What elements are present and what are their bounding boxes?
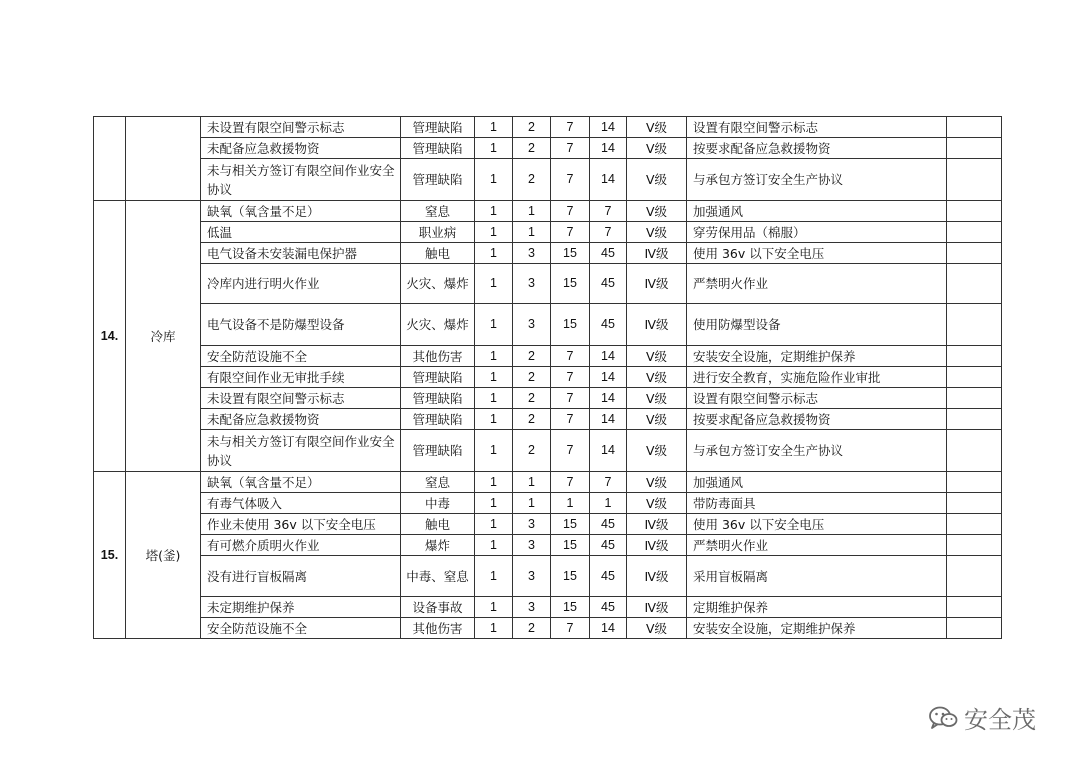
consequence-cell: 触电 — [401, 514, 475, 535]
hazard-cell: 电气设备不是防爆型设备 — [201, 304, 401, 346]
e-value-cell: 1 — [513, 201, 551, 222]
d-value-cell: 14 — [590, 117, 627, 138]
c-value-cell: 15 — [551, 264, 590, 304]
table-row — [94, 472, 1002, 493]
remark-cell — [947, 535, 1002, 556]
remark-cell — [947, 117, 1002, 138]
d-value-cell: 14 — [590, 430, 627, 472]
c-value-cell: 7 — [551, 367, 590, 388]
consequence-cell: 设备事故 — [401, 597, 475, 618]
risk-level-cell: Ⅳ级 — [627, 597, 687, 618]
consequence-cell: 管理缺陷 — [401, 367, 475, 388]
watermark — [928, 700, 1036, 735]
remark-cell — [947, 597, 1002, 618]
e-value-cell: 2 — [513, 388, 551, 409]
hazard-cell: 未与相关方签订有限空间作业安全协议 — [201, 159, 401, 201]
e-value-cell: 2 — [513, 117, 551, 138]
d-value-cell: 45 — [590, 535, 627, 556]
hazard-cell: 未配备应急救援物资 — [201, 409, 401, 430]
control-measure-cell: 与承包方签订安全生产协议 — [687, 159, 947, 201]
sequence-number-cell — [94, 117, 126, 201]
table-row — [94, 597, 1002, 618]
c-value-cell: 15 — [551, 535, 590, 556]
table-row — [94, 367, 1002, 388]
l-value-cell: 1 — [475, 138, 513, 159]
remark-cell — [947, 430, 1002, 472]
remark-cell — [947, 514, 1002, 535]
l-value-cell: 1 — [475, 618, 513, 639]
remark-cell — [947, 409, 1002, 430]
risk-level-cell: Ⅳ级 — [627, 243, 687, 264]
d-value-cell: 45 — [590, 243, 627, 264]
hazard-cell: 没有进行盲板隔离 — [201, 556, 401, 597]
control-measure-cell: 按要求配备应急救援物资 — [687, 409, 947, 430]
d-value-cell: 14 — [590, 618, 627, 639]
d-value-cell: 45 — [590, 556, 627, 597]
l-value-cell: 1 — [475, 388, 513, 409]
control-measure-cell: 与承包方签订安全生产协议 — [687, 430, 947, 472]
c-value-cell: 15 — [551, 243, 590, 264]
consequence-cell: 管理缺陷 — [401, 430, 475, 472]
d-value-cell: 14 — [590, 367, 627, 388]
c-value-cell: 7 — [551, 430, 590, 472]
hazard-cell: 安全防范设施不全 — [201, 346, 401, 367]
c-value-cell: 15 — [551, 556, 590, 597]
control-measure-cell: 带防毒面具 — [687, 493, 947, 514]
e-value-cell: 2 — [513, 346, 551, 367]
hazard-cell: 作业未使用 36v 以下安全电压 — [201, 514, 401, 535]
risk-level-cell: Ⅳ级 — [627, 304, 687, 346]
area-cell: 冷库 — [126, 201, 201, 472]
e-value-cell: 2 — [513, 618, 551, 639]
d-value-cell: 45 — [590, 514, 627, 535]
consequence-cell: 管理缺陷 — [401, 117, 475, 138]
remark-cell — [947, 304, 1002, 346]
consequence-cell: 管理缺陷 — [401, 409, 475, 430]
table-row — [94, 243, 1002, 264]
consequence-cell: 窒息 — [401, 472, 475, 493]
watermark-text: 安全茂 — [964, 706, 1036, 734]
consequence-cell: 中毒 — [401, 493, 475, 514]
e-value-cell: 2 — [513, 409, 551, 430]
d-value-cell: 7 — [590, 201, 627, 222]
c-value-cell: 7 — [551, 409, 590, 430]
remark-cell — [947, 138, 1002, 159]
remark-cell — [947, 243, 1002, 264]
control-measure-cell: 安装安全设施，定期维护保养 — [687, 346, 947, 367]
risk-level-cell: Ⅳ级 — [627, 514, 687, 535]
hazard-cell: 缺氧（氧含量不足） — [201, 201, 401, 222]
control-measure-cell: 进行安全教育，实施危险作业审批 — [687, 367, 947, 388]
risk-level-cell: Ⅴ级 — [627, 493, 687, 514]
table-row — [94, 222, 1002, 243]
consequence-cell: 触电 — [401, 243, 475, 264]
e-value-cell: 3 — [513, 535, 551, 556]
remark-cell — [947, 367, 1002, 388]
risk-level-cell: Ⅴ级 — [627, 618, 687, 639]
remark-cell — [947, 493, 1002, 514]
risk-level-cell: Ⅴ级 — [627, 409, 687, 430]
consequence-cell: 其他伤害 — [401, 346, 475, 367]
d-value-cell: 45 — [590, 304, 627, 346]
hazard-cell: 低温 — [201, 222, 401, 243]
hazard-cell: 安全防范设施不全 — [201, 618, 401, 639]
consequence-cell: 管理缺陷 — [401, 159, 475, 201]
consequence-cell: 中毒、窒息 — [401, 556, 475, 597]
table-row — [94, 201, 1002, 222]
table-row — [94, 388, 1002, 409]
sequence-number-cell: 14. — [94, 201, 126, 472]
hazard-cell: 未设置有限空间警示标志 — [201, 117, 401, 138]
hazard-cell: 未定期维护保养 — [201, 597, 401, 618]
control-measure-cell: 安装安全设施，定期维护保养 — [687, 618, 947, 639]
c-value-cell: 15 — [551, 597, 590, 618]
risk-level-cell: Ⅳ级 — [627, 556, 687, 597]
table-row — [94, 138, 1002, 159]
e-value-cell: 1 — [513, 222, 551, 243]
l-value-cell: 1 — [475, 367, 513, 388]
remark-cell — [947, 618, 1002, 639]
d-value-cell: 14 — [590, 138, 627, 159]
e-value-cell: 3 — [513, 597, 551, 618]
hazard-cell: 未配备应急救援物资 — [201, 138, 401, 159]
control-measure-cell: 使用防爆型设备 — [687, 304, 947, 346]
hazard-cell: 有限空间作业无审批手续 — [201, 367, 401, 388]
consequence-cell: 窒息 — [401, 201, 475, 222]
c-value-cell: 7 — [551, 159, 590, 201]
control-measure-cell: 严禁明火作业 — [687, 535, 947, 556]
l-value-cell: 1 — [475, 514, 513, 535]
l-value-cell: 1 — [475, 430, 513, 472]
risk-level-cell: Ⅳ级 — [627, 264, 687, 304]
c-value-cell: 15 — [551, 304, 590, 346]
c-value-cell: 7 — [551, 201, 590, 222]
d-value-cell: 45 — [590, 597, 627, 618]
table-row — [94, 409, 1002, 430]
remark-cell — [947, 556, 1002, 597]
table-row — [94, 117, 1002, 138]
risk-level-cell: Ⅴ级 — [627, 201, 687, 222]
l-value-cell: 1 — [475, 535, 513, 556]
d-value-cell: 7 — [590, 222, 627, 243]
control-measure-cell: 使用 36v 以下安全电压 — [687, 243, 947, 264]
consequence-cell: 火灾、爆炸 — [401, 264, 475, 304]
e-value-cell: 1 — [513, 472, 551, 493]
table-row — [94, 493, 1002, 514]
l-value-cell: 1 — [475, 222, 513, 243]
l-value-cell: 1 — [475, 493, 513, 514]
remark-cell — [947, 201, 1002, 222]
table-row — [94, 159, 1002, 201]
control-measure-cell: 设置有限空间警示标志 — [687, 117, 947, 138]
control-measure-cell: 采用盲板隔离 — [687, 556, 947, 597]
d-value-cell: 14 — [590, 388, 627, 409]
hazard-cell: 有可燃介质明火作业 — [201, 535, 401, 556]
e-value-cell: 1 — [513, 493, 551, 514]
consequence-cell: 管理缺陷 — [401, 138, 475, 159]
remark-cell — [947, 264, 1002, 304]
c-value-cell: 7 — [551, 222, 590, 243]
control-measure-cell: 按要求配备应急救援物资 — [687, 138, 947, 159]
l-value-cell: 1 — [475, 597, 513, 618]
risk-level-cell: Ⅴ级 — [627, 388, 687, 409]
risk-level-cell: Ⅴ级 — [627, 159, 687, 201]
hazard-cell: 未与相关方签订有限空间作业安全协议 — [201, 430, 401, 472]
control-measure-cell: 定期维护保养 — [687, 597, 947, 618]
e-value-cell: 2 — [513, 430, 551, 472]
risk-level-cell: Ⅳ级 — [627, 535, 687, 556]
e-value-cell: 3 — [513, 514, 551, 535]
l-value-cell: 1 — [475, 264, 513, 304]
table-row — [94, 304, 1002, 346]
l-value-cell: 1 — [475, 556, 513, 597]
area-cell — [126, 117, 201, 201]
c-value-cell: 1 — [551, 493, 590, 514]
control-measure-cell: 穿劳保用品（棉服） — [687, 222, 947, 243]
risk-level-cell: Ⅴ级 — [627, 117, 687, 138]
e-value-cell: 3 — [513, 264, 551, 304]
e-value-cell: 3 — [513, 243, 551, 264]
remark-cell — [947, 159, 1002, 201]
e-value-cell: 3 — [513, 304, 551, 346]
table-row — [94, 346, 1002, 367]
risk-level-cell: Ⅴ级 — [627, 430, 687, 472]
hazard-cell: 冷库内进行明火作业 — [201, 264, 401, 304]
consequence-cell: 其他伤害 — [401, 618, 475, 639]
l-value-cell: 1 — [475, 201, 513, 222]
hazard-cell: 有毒气体吸入 — [201, 493, 401, 514]
l-value-cell: 1 — [475, 409, 513, 430]
table-body — [94, 117, 1002, 639]
table-row — [94, 514, 1002, 535]
c-value-cell: 7 — [551, 472, 590, 493]
risk-level-cell: Ⅴ级 — [627, 472, 687, 493]
risk-level-cell: Ⅴ级 — [627, 367, 687, 388]
d-value-cell: 7 — [590, 472, 627, 493]
table-row — [94, 618, 1002, 639]
c-value-cell: 7 — [551, 138, 590, 159]
d-value-cell: 14 — [590, 159, 627, 201]
c-value-cell: 7 — [551, 117, 590, 138]
e-value-cell: 3 — [513, 556, 551, 597]
consequence-cell: 管理缺陷 — [401, 388, 475, 409]
hazard-cell: 未设置有限空间警示标志 — [201, 388, 401, 409]
remark-cell — [947, 222, 1002, 243]
consequence-cell: 火灾、爆炸 — [401, 304, 475, 346]
remark-cell — [947, 388, 1002, 409]
d-value-cell: 1 — [590, 493, 627, 514]
table-row — [94, 535, 1002, 556]
table-row — [94, 556, 1002, 597]
control-measure-cell: 加强通风 — [687, 201, 947, 222]
control-measure-cell: 使用 36v 以下安全电压 — [687, 514, 947, 535]
c-value-cell: 7 — [551, 618, 590, 639]
consequence-cell: 职业病 — [401, 222, 475, 243]
risk-level-cell: Ⅴ级 — [627, 222, 687, 243]
control-measure-cell: 设置有限空间警示标志 — [687, 388, 947, 409]
control-measure-cell: 严禁明火作业 — [687, 264, 947, 304]
remark-cell — [947, 472, 1002, 493]
l-value-cell: 1 — [475, 304, 513, 346]
d-value-cell: 14 — [590, 346, 627, 367]
hazard-cell: 电气设备未安装漏电保护器 — [201, 243, 401, 264]
l-value-cell: 1 — [475, 243, 513, 264]
l-value-cell: 1 — [475, 472, 513, 493]
d-value-cell: 45 — [590, 264, 627, 304]
e-value-cell: 2 — [513, 159, 551, 201]
c-value-cell: 15 — [551, 514, 590, 535]
table-row — [94, 430, 1002, 472]
c-value-cell: 7 — [551, 346, 590, 367]
wechat-icon — [928, 705, 958, 731]
table-row — [94, 264, 1002, 304]
risk-level-cell: Ⅴ级 — [627, 138, 687, 159]
d-value-cell: 14 — [590, 409, 627, 430]
consequence-cell: 爆炸 — [401, 535, 475, 556]
e-value-cell: 2 — [513, 138, 551, 159]
area-cell: 塔(釜) — [126, 472, 201, 639]
l-value-cell: 1 — [475, 117, 513, 138]
sequence-number-cell: 15. — [94, 472, 126, 639]
remark-cell — [947, 346, 1002, 367]
l-value-cell: 1 — [475, 159, 513, 201]
c-value-cell: 7 — [551, 388, 590, 409]
risk-assessment-table — [93, 116, 1002, 639]
risk-level-cell: Ⅴ级 — [627, 346, 687, 367]
l-value-cell: 1 — [475, 346, 513, 367]
hazard-cell: 缺氧（氧含量不足） — [201, 472, 401, 493]
e-value-cell: 2 — [513, 367, 551, 388]
control-measure-cell: 加强通风 — [687, 472, 947, 493]
